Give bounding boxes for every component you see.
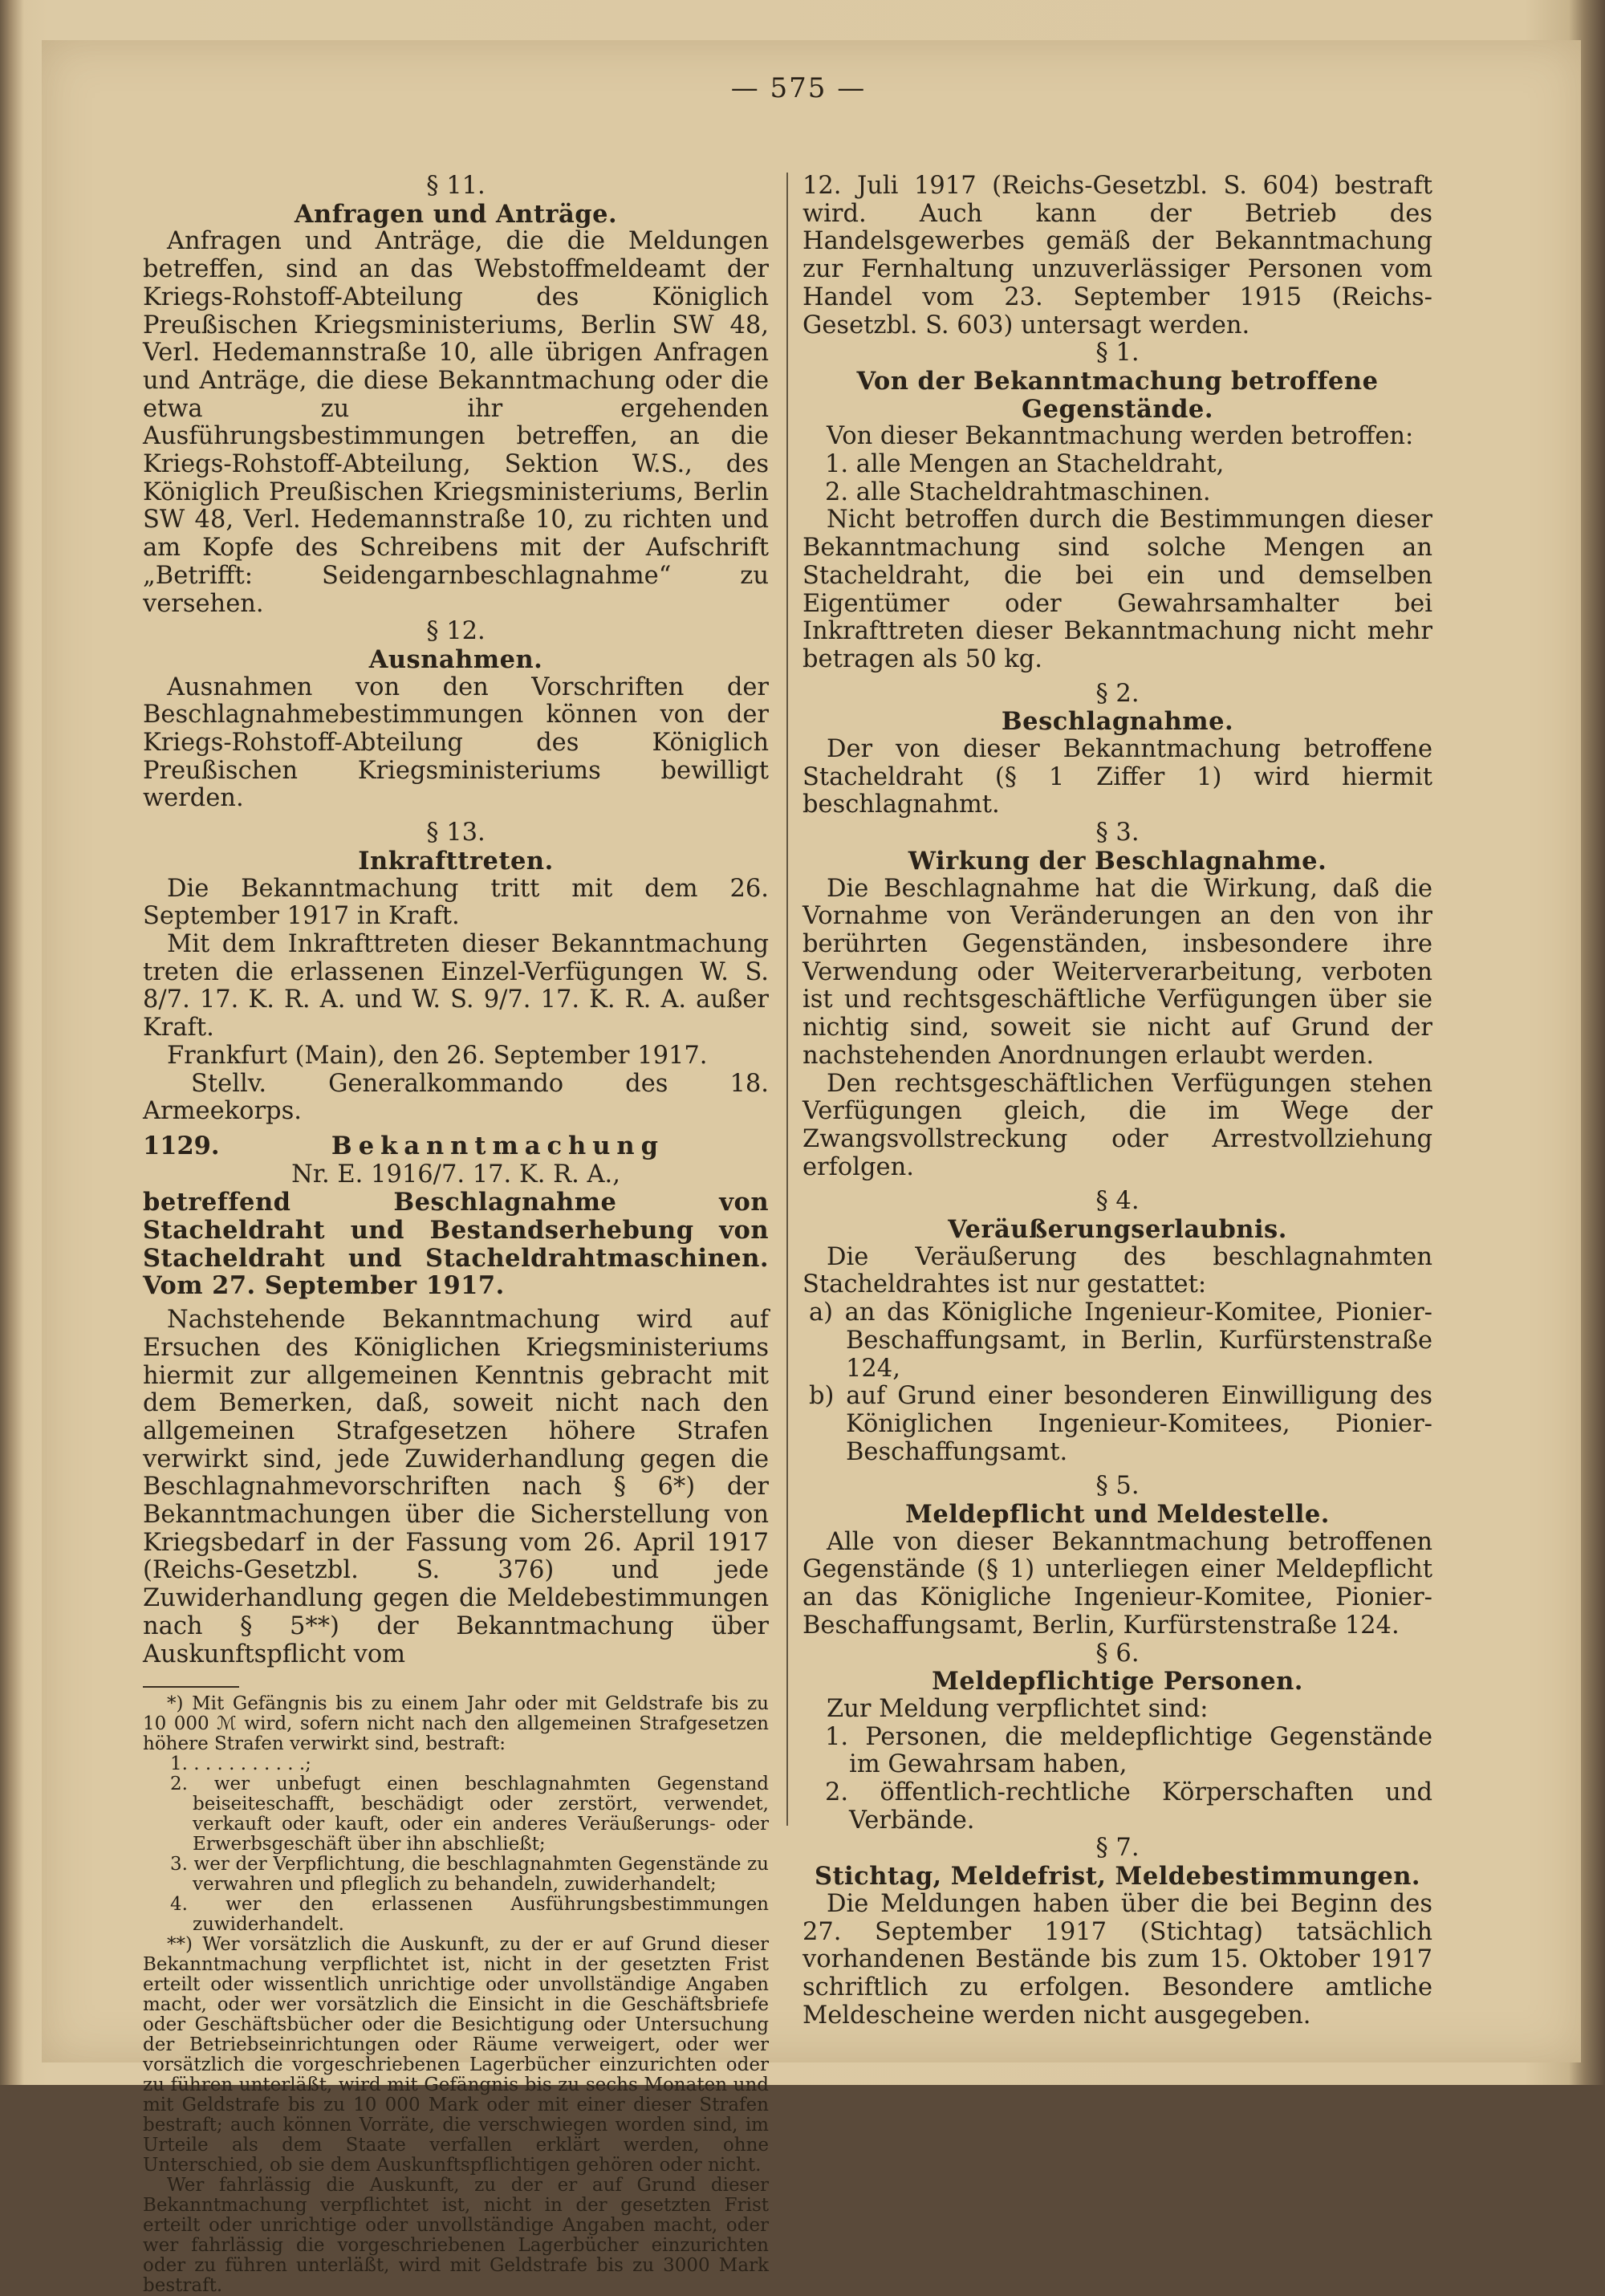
left-column <box>143 173 769 2296</box>
column-divider <box>786 173 788 1826</box>
footnote-2-text-2: Wer fahrlässig die Auskunft, zu der er auf Grund dieser Bekanntmachung verpflichtet ist, nicht in der gesetzten Frist erteilt oder unrichtige oder unvollständige Angaben macht, oder wer fahrlässig die vorgeschriebenen Lagerbücher einzurichten oder zu führen unterläßt, wird mit Geldstrafe bis zu 3000 Mark bestraft. <box>143 2175 769 2296</box>
notice-header <box>143 1132 769 1161</box>
section-11-text: Anfragen und Anträge, die die Meldungen betreffen, sind an das Webstoffmeldeamt der Kriegs-Rohstoff-Abteilung des Königlich Preußischen Kriegsministeriums, Berlin SW 48, Verl. Hedemannstraße 10, alle übrigen Anfragen und Anträge, die diese Bekanntmachung oder die etwa zu ihr ergehenden Ausführungsbestimmungen betreffen, an die Kriegs-Rohstoff-Abteilung, Sektion W.S., des Königlich Preußischen Kriegsministeriums, Berlin SW 48, Verl. Hedemannstraße 10, zu richten und am Kopfe des Schreibens mit der Aufschrift „Betrifft: Seidengarnbeschlagnahme“ zu versehen. <box>143 227 769 618</box>
section-11-number: § 11. <box>426 172 486 200</box>
section-5-number: § 5. <box>1095 1472 1140 1501</box>
notice-title: betreffend Beschlagnahme von Stacheldraht und Bestandserhebung von Stacheldraht und Stacheldrahtmaschinen. Vom 27. September 1917. <box>143 1188 769 1301</box>
footnote-1-item-3: 3. wer der Verpflichtung, die beschlagnahmten Gegenstände zu verwahren und pfleglich zu behandeln, zuwiderhandelt; <box>170 1854 769 1896</box>
section-4-number: § 4. <box>1095 1187 1140 1216</box>
notice-number: 1129. <box>143 1131 220 1160</box>
section-2-number: § 2. <box>1095 679 1140 708</box>
section-13-number: § 13. <box>426 819 486 847</box>
notice-reference: Nr. E. 1916/7. 17. K. R. A., <box>291 1160 620 1189</box>
section-6-item-1: 1. Personen, die meldepflichtige Gegenstände im Gewahrsam haben, <box>825 1722 1432 1779</box>
section-2-text: Der von dieser Bekanntmachung betroffene Stacheldraht (§ 1 Ziffer 1) wird hiermit beschlagnahmt. <box>802 735 1432 819</box>
section-12-text: Ausnahmen von den Vorschriften der Beschlagnahmebestimmungen können von der Kriegs-Rohstoff-Abteilung des Königlich Preußischen Kriegsministeriums bewilligt werden. <box>143 673 769 813</box>
section-12-number: § 12. <box>426 617 486 646</box>
footnote-1-item-2: 2. wer unbefugt einen beschlagnahmten Gegenstand beiseiteschafft, beschädigt oder zerstört, verwendet, verkauft oder kauft, oder ein anderes Veräußerungs- oder Erwerbsgeschäft über ihn abschließt; <box>170 1774 769 1855</box>
section-7-text: Die Meldungen haben über die bei Beginn des 27. September 1917 (Stichtag) tatsächlich vorhandenen Bestände bis zum 15. Oktober 1917 schriftlich zu erfolgen. Besondere amtliche Meldescheine werden nicht ausgegeben. <box>802 1889 1432 2030</box>
section-6-text: Zur Meldung verpflichtet sind: <box>827 1694 1209 1723</box>
section-5-heading: Meldepflicht und Meldestelle. <box>905 1500 1330 1530</box>
section-13-text-1: Die Bekanntmachung tritt mit dem 26. September 1917 in Kraft. <box>143 874 769 931</box>
section-7-number: § 7. <box>1095 1834 1140 1863</box>
section-1-text-2: Nicht betroffen durch die Bestimmungen dieser Bekanntmachung sind solche Mengen an Stacheldraht, die bei ein und demselben Eigentümer oder Gewahrsamhalter bei Inkrafttreten dieser Bekanntmachung nicht mehr betragen als 50 kg. <box>802 506 1432 673</box>
footnote-rule <box>143 1686 239 1688</box>
section-4-heading: Veräußerungserlaubnis. <box>948 1215 1287 1245</box>
section-1-heading: Von der Bekanntmachung betroffene Gegenstände. <box>856 366 1379 424</box>
section-3-number: § 3. <box>1095 819 1140 847</box>
section-2-heading: Beschlagnahme. <box>1001 707 1234 737</box>
section-1-number: § 1. <box>1095 339 1140 368</box>
continuation-text: 12. Juli 1917 (Reichs-Gesetzbl. S. 604) bestraft wird. Auch kann der Betrieb des Handelsgewerbes gemäß der Bekanntmachung zur Fernhaltung unzuverlässiger Personen vom Handel vom 23. September 1915 (Reichs-Gesetzbl. S. 603) untersagt werden. <box>802 172 1432 339</box>
section-1-item-2: 2. alle Stacheldrahtmaschinen. <box>825 477 1211 506</box>
section-12-heading: Ausnahmen. <box>368 644 543 674</box>
section-6-number: § 6. <box>1095 1639 1140 1668</box>
page-number: — 575 — <box>730 72 867 104</box>
section-13-text-2: Mit dem Inkrafttreten dieser Bekanntmachung treten die erlassenen Einzel-Verfügungen W. S. 8/7. 17. K. R. A. und W. S. 9/7. 17. K. R. A. außer Kraft. <box>143 929 769 1042</box>
right-column <box>802 173 1432 2030</box>
section-4-item-b: b) auf Grund einer besonderen Einwilligung des Königlichen Ingenieur-Komitees, Pionier-Beschaffungsamt. <box>809 1382 1432 1466</box>
section-5-text: Alle von dieser Bekanntmachung betroffenen Gegenstände (§ 1) unterliegen einer Meldepflicht an das Königliche Ingenieur-Komitee, Pionier-Beschaffungsamt, Berlin, Kurfürstenstraße 124. <box>802 1527 1432 1640</box>
section-7-heading: Stichtag, Meldefrist, Meldebestimmungen. <box>814 1862 1421 1892</box>
section-3-text-2: Den rechtsgeschäftlichen Verfügungen stehen Verfügungen gleich, die im Wege der Zwangsvollstreckung oder Arrestvollziehung erfolgen. <box>802 1069 1432 1181</box>
place-date: Frankfurt (Main), den 26. September 1917. <box>167 1041 708 1070</box>
section-4-item-a: a) an das Königliche Ingenieur-Komitee, Pionier-Beschaffungsamt, in Berlin, Kurfürstenstraße 124, <box>809 1298 1432 1383</box>
notice-word: Bekanntmachung <box>331 1131 664 1160</box>
section-13-heading: Inkrafttreten. <box>358 846 554 876</box>
section-1-item-1: 1. alle Mengen an Stacheldraht, <box>825 450 1225 479</box>
notice-intro: Nachstehende Bekanntmachung wird auf Ersuchen des Königlichen Kriegsministeriums hiermit zur allgemeinen Kenntnis gebracht mit dem Bemerken, daß, soweit nicht nach den allgemeinen Strafgesetzen höhere Strafen verwirkt sind, jede Zuwiderhandlung gegen die Beschlagnahmevorschriften nach § 6*) der Bekanntmachungen über die Sicherstellung von Kriegsbedarf in der Fassung vom 26. April 1917 (Reichs-Gesetzbl. S. 376) und jede Zuwiderhandlung gegen die Meldebestimmungen nach § 5**) der Bekanntmachung über Auskunftspflicht vom <box>143 1306 769 1668</box>
footnote-1-item-4: 4. wer den erlassenen Ausführungsbestimmungen zuwiderhandelt. <box>170 1894 769 1936</box>
section-3-text-1: Die Beschlagnahme hat die Wirkung, daß die Vornahme von Veränderungen an den von ihr berührten Gegenständen, insbesondere ihre Verwendung oder Weiterverarbeitung, verboten ist und rechtsgeschäftliche Verfügungen über sie nichtig sind, soweit sie nicht auf Grund der nachstehenden Anordnungen erlaubt werden. <box>802 874 1432 1070</box>
section-4-text: Die Veräußerung des beschlagnahmten Stacheldrahtes ist nur gestattet: <box>802 1242 1432 1299</box>
footnote-1-item-1: 1. . . . . . . . . . .; <box>170 1753 311 1775</box>
section-3-heading: Wirkung der Beschlagnahme. <box>908 846 1327 876</box>
issuing-authority: Stellv. Generalkommando des 18. Armeekorps. <box>143 1069 769 1126</box>
section-6-heading: Meldepflichtige Personen. <box>932 1667 1303 1697</box>
section-6-item-2: 2. öffentlich-rechtliche Körperschaften und Verbände. <box>825 1778 1432 1835</box>
section-11-heading: Anfragen und Anträge. <box>294 199 618 229</box>
footnote-2-text-1: **) Wer vorsätzlich die Auskunft, zu der er auf Grund dieser Bekanntmachung verpflichtet ist, nicht in der gesetzten Frist erteilt oder wissentlich unrichtige oder unvollständige Angaben macht, oder wer vorsätzlich die Einsicht in die Geschäftsbriefe oder Geschäftsbücher oder die Besichtigung oder Untersuchung der Betriebseinrichtungen oder Räume verweigert, oder wer vorsätzlich die vorgeschriebenen Lagerbücher einzurichten oder zu führen unterläßt, wird mit Gefängnis bis zu sechs Monaten und mit Geldstrafe bis zu 10 000 Mark oder mit einer dieser Strafen bestraft; auch können Vorräte, die verschwiegen worden sind, im Urteile als dem Staate verfallen erklärt werden, ohne Unterschied, ob sie dem Auskunftspflichtigen gehören oder nicht. <box>143 1934 769 2176</box>
section-1-text: Von dieser Bekanntmachung werden betroffen: <box>827 422 1414 451</box>
footnote-1-intro: *) Mit Gefängnis bis zu einem Jahr oder mit Geldstrafe bis zu 10 000 ℳ wird, sofern nicht nach den allgemeinen Strafgesetzen höhere Strafen verwirkt sind, bestraft: <box>143 1693 769 1755</box>
